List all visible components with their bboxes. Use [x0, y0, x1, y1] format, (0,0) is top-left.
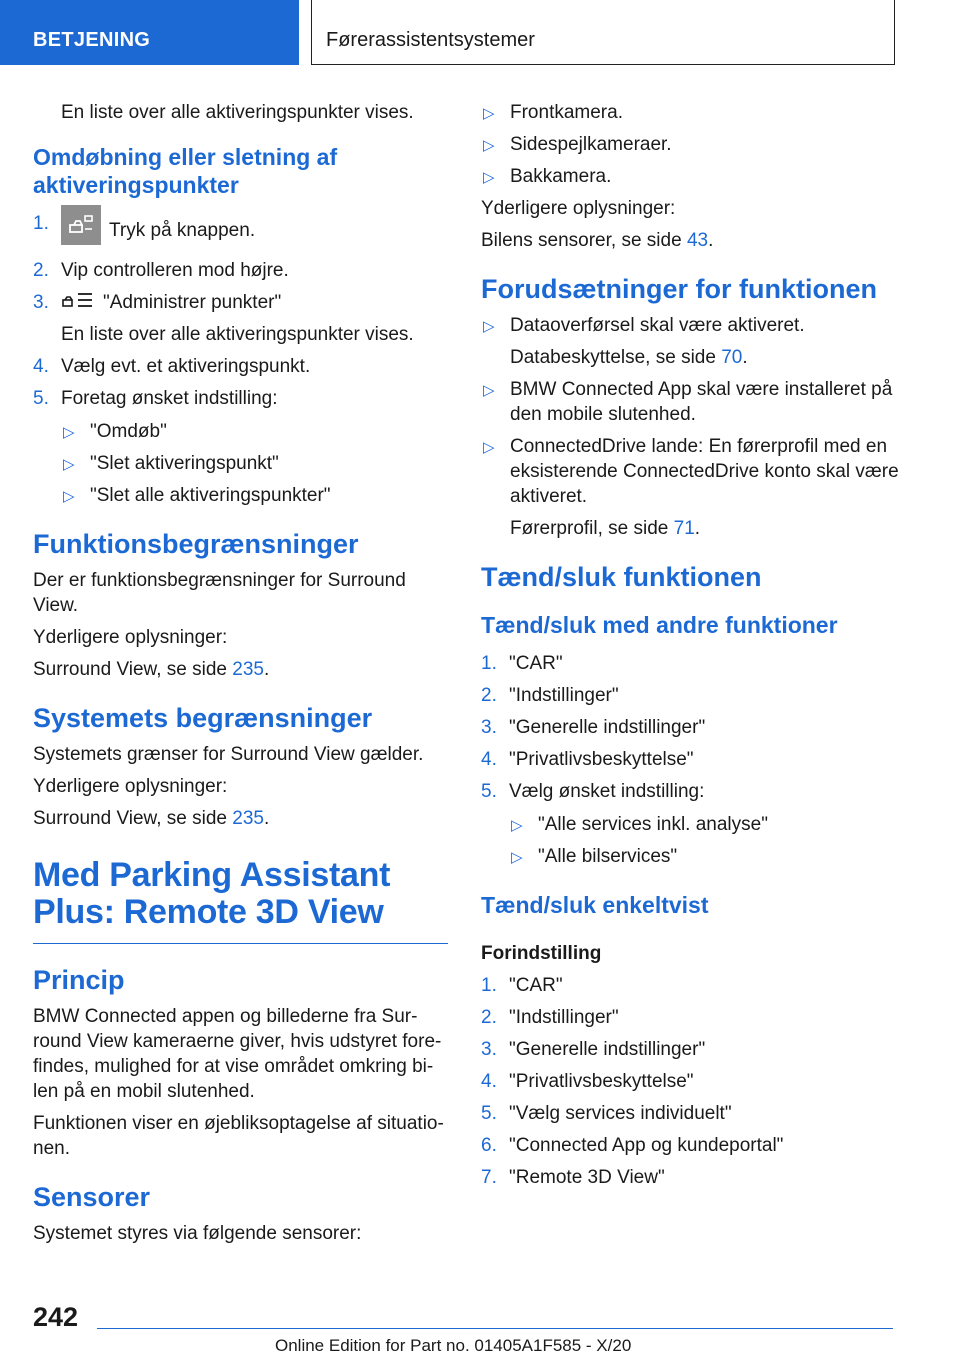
list-item: [61, 451, 448, 476]
system-reference: Surround View, se side 235.: [33, 808, 270, 829]
page-number: 242: [33, 1302, 79, 1332]
requirement-reference: Databeskyttelse, se side 70.: [510, 347, 748, 368]
func-reference: Surround View, se side 235.: [33, 659, 270, 680]
step-text: Tryk på knappen.: [109, 220, 256, 242]
step-description: En liste over alle aktiveringspunkter vises.: [61, 324, 414, 345]
list-item: [481, 683, 901, 708]
triangle-right-icon: ▷: [483, 105, 495, 122]
step-number: 4.: [481, 1071, 497, 1092]
list-item: [481, 779, 901, 869]
triangle-right-icon: ▷: [63, 424, 75, 441]
step-number: 2.: [33, 260, 49, 281]
list-item: [481, 715, 901, 740]
sensor-text: Sidespejlkameraer.: [510, 134, 672, 155]
rename-steps: [33, 211, 448, 508]
step-text: "Privatlivsbeskyttelse": [509, 1071, 694, 1092]
step-number: 3.: [33, 292, 49, 313]
triangle-right-icon: ▷: [483, 137, 495, 154]
requirement-text: Dataoverførsel skal være aktiveret.: [510, 315, 805, 336]
manage-points-menu-icon: [61, 291, 95, 311]
step-text: Vip controlleren mod højre.: [61, 260, 289, 281]
triangle-right-icon: ▷: [483, 169, 495, 186]
step-text: "CAR": [509, 653, 563, 674]
right-column: [481, 100, 901, 1197]
triangle-right-icon: ▷: [483, 382, 495, 399]
option-text: "Alle services inkl. analyse": [538, 814, 768, 835]
list-item: [481, 1005, 901, 1030]
step-number: 4.: [481, 749, 497, 770]
sensors-heading: Sensorer: [33, 1182, 151, 1212]
option-text: "Omdøb": [90, 421, 167, 442]
chapter-title: Med Parking Assistant Plus: Remote 3D View: [33, 857, 448, 944]
list-item: [481, 1165, 901, 1190]
list-item: [481, 1101, 901, 1126]
sensor-text: Frontkamera.: [510, 102, 623, 123]
step-text: "Indstillinger": [509, 1007, 619, 1028]
intro-text: En liste over alle aktiveringspunkter vises.: [61, 102, 414, 123]
ref-text: Bilens sensorer, se side: [481, 230, 687, 251]
onoff-single-heading: Tænd/sluk enkeltvist: [481, 892, 709, 918]
step-number: 1.: [481, 653, 497, 674]
onoff-other-steps: [481, 651, 901, 869]
sensors-text: Systemet styres via følgende sensorer:: [33, 1223, 362, 1244]
section-tab: [0, 0, 299, 65]
step-text: "Privatlivsbeskyttelse": [509, 749, 694, 770]
list-item: [481, 973, 901, 998]
list-item: [481, 377, 901, 427]
list-item: [481, 1037, 901, 1062]
list-item: [481, 1069, 901, 1094]
chapter-tab: [311, 0, 895, 65]
step-number: 3.: [481, 1039, 497, 1060]
option-text: "Alle bilservices": [538, 846, 678, 867]
onoff-options: [509, 812, 901, 869]
sensor-text: Bakkamera.: [510, 166, 612, 187]
requirement-reference: Førerprofil, se side 71.: [510, 518, 701, 539]
list-item: [33, 354, 448, 379]
parking-camera-button-icon: [61, 205, 101, 245]
step-number: 4.: [33, 356, 49, 377]
option-text: "Slet aktiveringspunkt": [90, 453, 279, 474]
page-link[interactable]: 70: [721, 347, 743, 368]
page-link[interactable]: 235: [232, 808, 264, 829]
system-limits-text: Systemets grænser for Surround View gælder.: [33, 744, 424, 765]
step-number: 5.: [481, 1103, 497, 1124]
triangle-right-icon: ▷: [511, 849, 523, 866]
system-limits-heading: Systemets begrænsninger: [33, 703, 373, 733]
step-number: 3.: [481, 717, 497, 738]
principle-heading: Princip: [33, 965, 125, 995]
onoff-single-steps: [481, 973, 901, 1190]
onoff-other-heading: Tænd/sluk med andre funktioner: [481, 612, 838, 638]
ref-text: Surround View, se side: [33, 659, 233, 680]
list-item: [481, 747, 901, 772]
list-item: [61, 419, 448, 444]
sensor-reference: Bilens sensorer, se side 43.: [481, 230, 714, 251]
list-item: [481, 651, 901, 676]
triangle-right-icon: ▷: [483, 318, 495, 335]
onoff-heading: Tænd/sluk funktionen: [481, 562, 762, 592]
list-item: [33, 290, 448, 347]
step-text: "Generelle indstillinger": [509, 1039, 706, 1060]
step-text: "Connected App og kundeportal": [509, 1135, 784, 1156]
rename-options: [61, 419, 448, 508]
step-number: 2.: [481, 685, 497, 706]
step-number: 1.: [481, 975, 497, 996]
step-text: "CAR": [509, 975, 563, 996]
step-number: 1.: [33, 213, 49, 234]
func-limits-heading: Funktionsbegrænsninger: [33, 529, 359, 559]
list-item: [33, 258, 448, 283]
list-item: [481, 313, 901, 370]
step-text: "Remote 3D View": [509, 1167, 665, 1188]
step-number: 7.: [481, 1167, 497, 1188]
edition-text: Online Edition for Part no. 01405A1F585 - X/20: [275, 1336, 632, 1355]
step-number: 6.: [481, 1135, 497, 1156]
list-item: [61, 483, 448, 508]
triangle-right-icon: ▷: [511, 817, 523, 834]
list-item: [481, 1133, 901, 1158]
option-text: "Slet alle aktiveringspunkter": [90, 485, 331, 506]
section-label: BETJENING: [33, 29, 151, 51]
requirement-text: ConnectedDrive lande: En førerprofil med en eksisterende ConnectedDrive konto skal være aktiveret.: [510, 436, 899, 507]
left-column: [33, 100, 448, 1253]
preset-label: Forindstilling: [481, 943, 602, 964]
rename-heading: Omdøbning eller sletning af aktiveringspunkter: [33, 144, 338, 198]
step-number: 5.: [481, 781, 497, 802]
page-link[interactable]: 235: [232, 659, 264, 680]
list-item: [481, 132, 901, 157]
list-item: [481, 100, 901, 125]
list-item: [509, 812, 901, 837]
page-link[interactable]: 71: [673, 518, 695, 539]
more-label: Yderligere oplysninger:: [481, 198, 676, 219]
triangle-right-icon: ▷: [483, 439, 495, 456]
list-item: [33, 386, 448, 508]
principle-text-2: Funktionen viser en øjebliksoptagelse af situatio-nen.: [33, 1113, 444, 1159]
requirement-text: BMW Connected App skal være installeret på den mobile slutenhed.: [510, 379, 893, 425]
step-number: 5.: [33, 388, 49, 409]
principle-text: BMW Connected appen og billederne fra Sur-round View kameraerne giver, hvis udstyret fore-findes, mulighed for at vise området omkring bi-len på en mobil slutenhed.: [33, 1006, 442, 1102]
triangle-right-icon: ▷: [63, 488, 75, 505]
system-more-label: Yderligere oplysninger:: [33, 776, 228, 797]
func-limits-text: Der er funktionsbegrænsninger for Surround View.: [33, 570, 406, 616]
list-item: [481, 164, 901, 189]
func-more-label: Yderligere oplysninger:: [33, 627, 228, 648]
step-text: Vælg evt. et aktiveringspunkt.: [61, 356, 311, 377]
ref-text: Surround View, se side: [33, 808, 233, 829]
list-item: [481, 434, 901, 541]
step-text: "Indstillinger": [509, 685, 619, 706]
chapter-label: Førerassistentsystemer: [326, 29, 535, 51]
ref-text: Databeskyttelse, se side: [510, 347, 722, 368]
list-item: [509, 844, 901, 869]
list-item: [33, 211, 448, 251]
requirements-list: [481, 313, 901, 541]
step-text: "Administrer punkter": [103, 292, 282, 313]
step-text: Foretag ønsket indstilling:: [61, 388, 278, 409]
ref-text: Førerprofil, se side: [510, 518, 674, 539]
triangle-right-icon: ▷: [63, 456, 75, 473]
step-number: 2.: [481, 1007, 497, 1028]
step-text: "Generelle indstillinger": [509, 717, 706, 738]
step-text: Vælg ønsket indstilling:: [509, 781, 705, 802]
page-link[interactable]: 43: [686, 230, 709, 251]
sensor-list: [481, 100, 901, 189]
requirements-heading: Forudsætninger for funktionen: [481, 274, 877, 304]
footer-divider: [97, 1328, 893, 1329]
step-text: "Vælg services individuelt": [509, 1103, 732, 1124]
